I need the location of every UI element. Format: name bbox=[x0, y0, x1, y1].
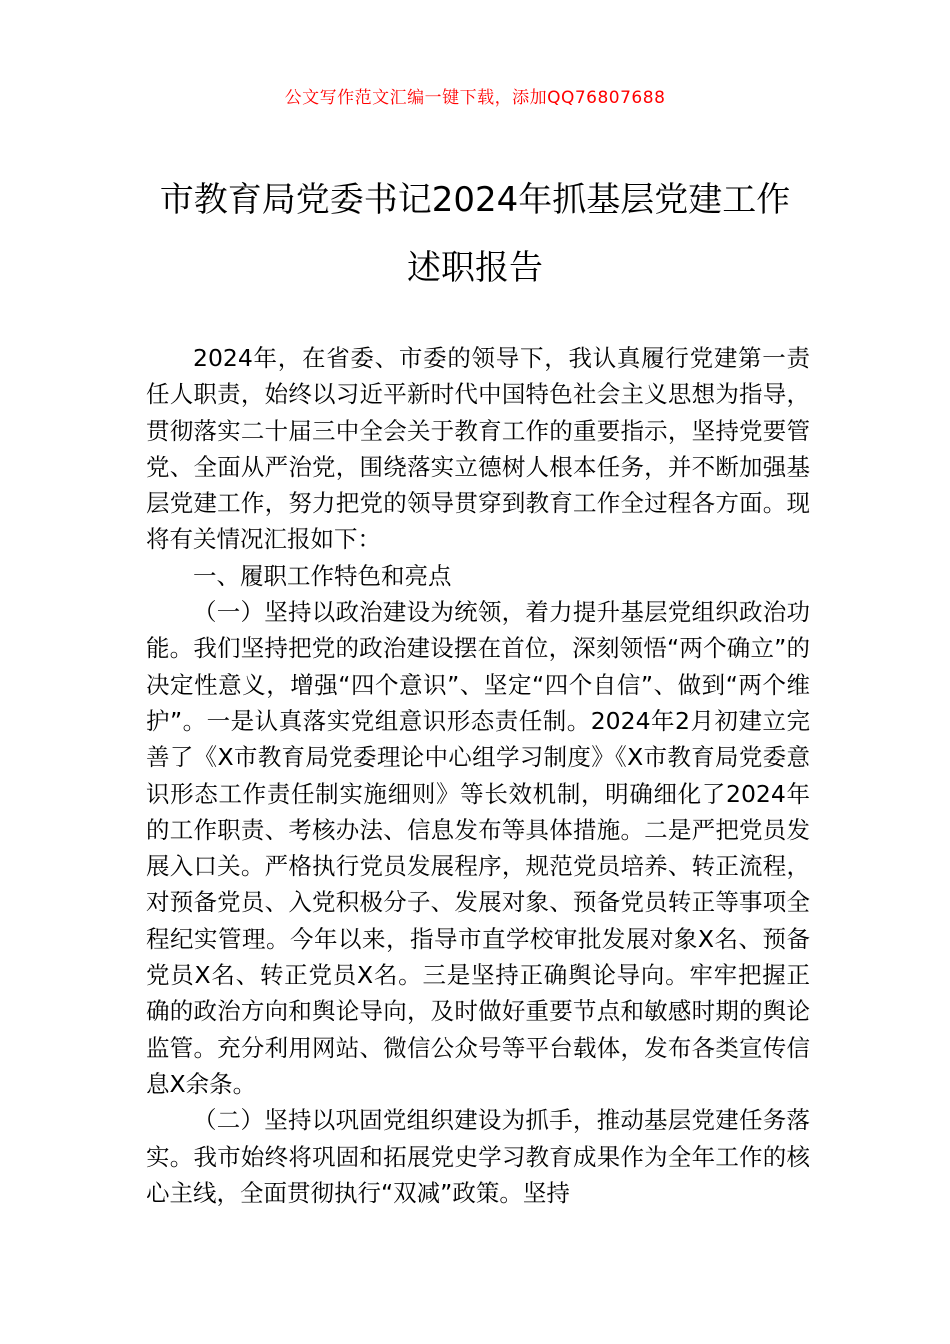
document-body bbox=[146, 340, 810, 1211]
document-title-line-1: 市教育局党委书记2024年抓基层党建工作 bbox=[159, 180, 791, 220]
paragraph-section-2: （二）坚持以巩固党组织建设为抓手，推动基层党建任务落实。我市始终将巩固和拓展党史学习教育成果作为全年工作的核心主线，全面贯彻执行“双减”政策。坚持 bbox=[146, 1106, 810, 1207]
paragraph-section-1: （一）坚持以政治建设为统领，着力提升基层党组织政治功能。我们坚持把党的政治建设摆在首位，深刻领悟“两个确立”的决定性意义，增强“四个意识”、坚定“四个自信”、做到“两个维护”。一是认真落实党组意识形态责任制。2024年2月初建立完善了《X市教育局党委理论中心组学习制度》《X市教育局党委意识形态工作责任制实施细则》等长效机制，明确细化了2024年的工作职责、考核办法、信息发布等具体措施。二是严把党员发展入口关。严格执行党员发展程序，规范党员培养、转正流程，对预备党员、入党积极分子、发展对象、预备党员转正等事项全程纪实管理。今年以来，指导市直学校审批发展对象X名、预备党员X名、转正党员X名。三是坚持正确舆论导向。牢牢把握正确的政治方向和舆论导向，及时做好重要节点和敏感时期的舆论监管。充分利用网站、微信公众号等平台载体，发布各类宣传信息X余条。 bbox=[146, 598, 810, 1098]
header-note: 公文写作范文汇编一键下载，添加QQ76807688 bbox=[284, 88, 666, 108]
paragraph-intro: 2024年，在省委、市委的领导下，我认真履行党建第一责任人职责，始终以习近平新时代中国特色社会主义思想为指导，贯彻落实二十届三中全会关于教育工作的重要指示，坚持党要管党、全面从严治党，围绕落实立德树人根本任务，并不断加强基层党建工作，努力把党的领导贯穿到教育工作全过程各方面。现将有关情况汇报如下： bbox=[146, 344, 810, 554]
document-title-line-2: 述职报告 bbox=[407, 248, 543, 288]
section-heading: 一、履职工作特色和亮点 bbox=[193, 561, 452, 590]
